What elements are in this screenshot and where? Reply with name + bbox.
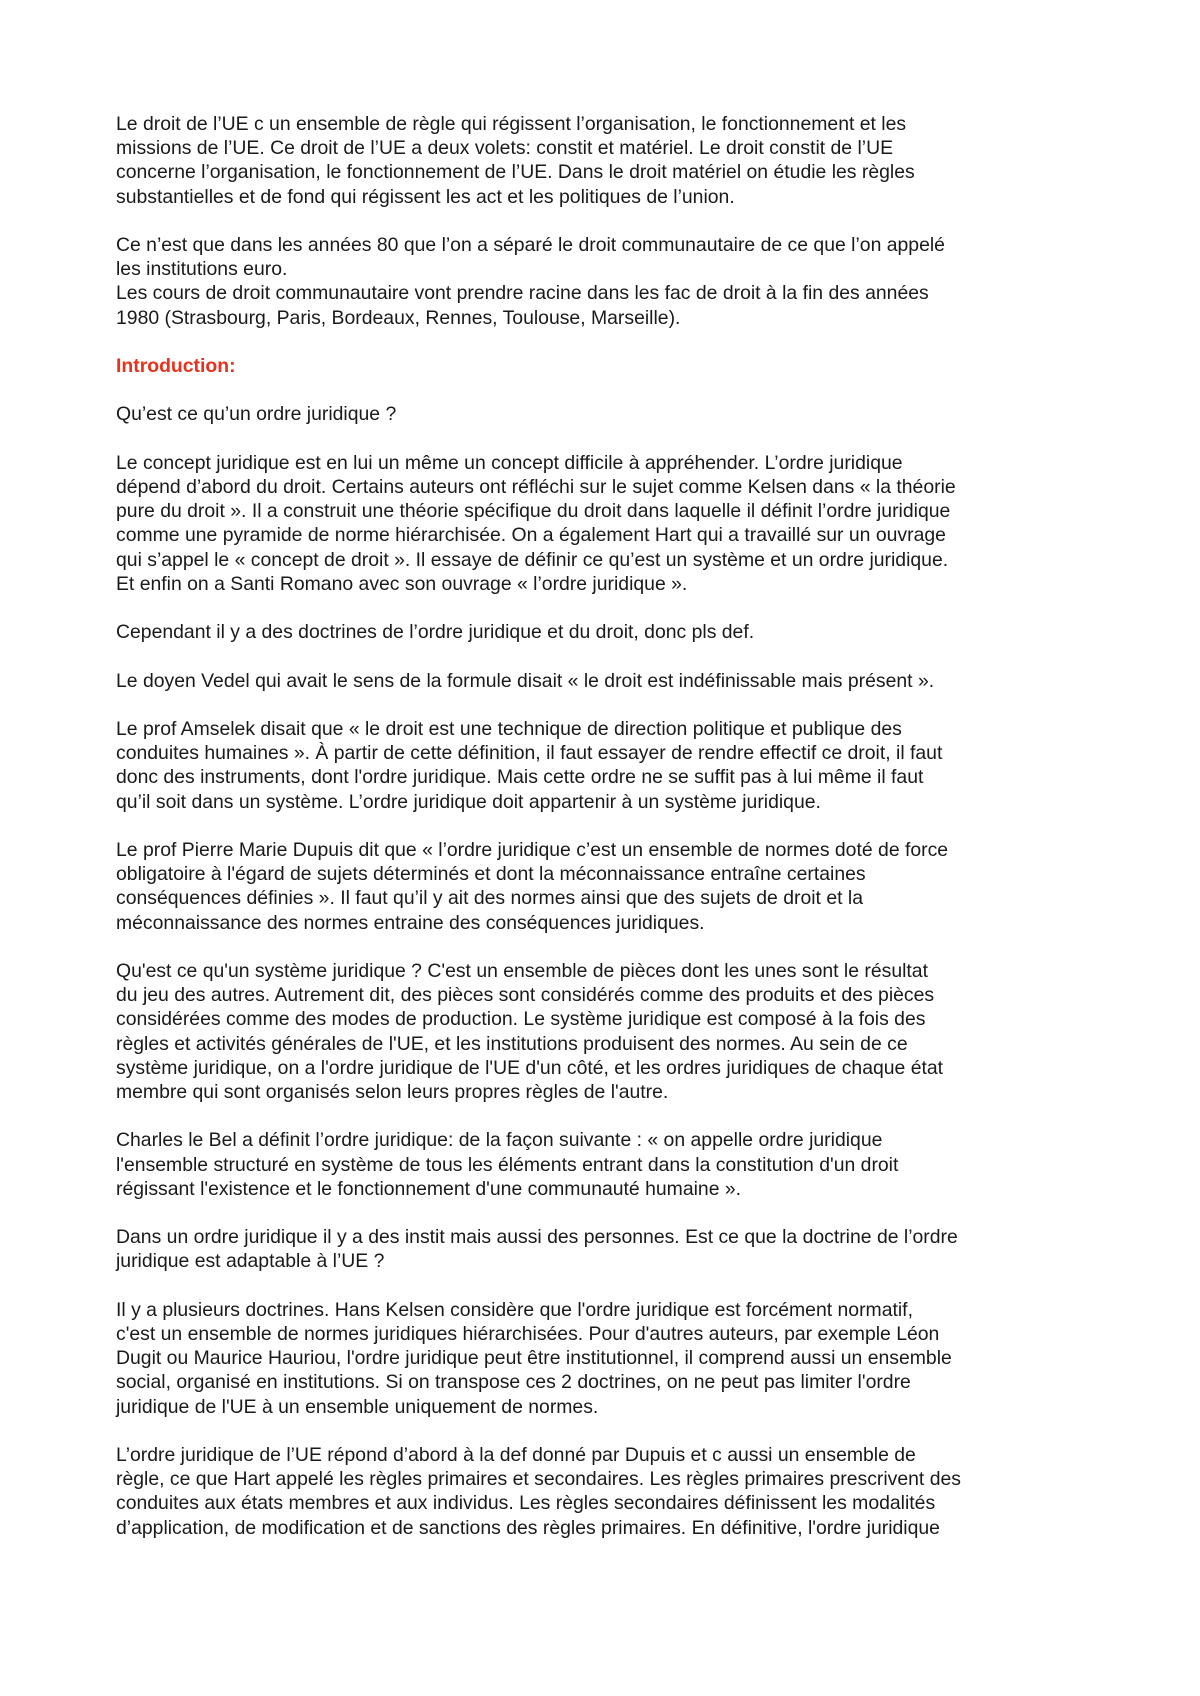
section-heading-introduction: Introduction: xyxy=(116,355,236,377)
paragraph-legal-system: Qu'est ce qu'un système juridique ? C'est un ensemble de pièces dont les unes sont le résultat du jeu des autres. Autrement dit, des pièces sont considérés comme des produits et des pièces considérées comme des modes de production. Le système juridique est composé à la fois des règles et activités générales de l'UE, et les institutions produisent des normes. Au sein de ce système juridique, on a l'ordre juridique de l'UE d'un côté, et les ordres juridiques de chaque état membre qui sont organisés selon leurs propres règles de l'autre. xyxy=(116,959,944,1103)
paragraph-question-legal-order: Qu’est ce qu’un ordre juridique ? xyxy=(116,403,397,426)
paragraph-vedel: Le doyen Vedel qui avait le sens de la formule disait « le droit est indéfinissable mais présent ». xyxy=(116,669,935,692)
paragraph-institutions-persons: Dans un ordre juridique il y a des instit mais aussi des personnes. Est ce que la doctrine de l’ordre juridique est adaptable à l’UE ? xyxy=(116,1226,958,1273)
paragraph-courses-history: Les cours de droit communautaire vont prendre racine dans les fac de droit à la fin des années 1980 (Strasbourg, Paris, Bordeaux, Rennes, Toulouse, Marseille). xyxy=(116,282,929,329)
paragraph-several-doctrines: Il y a plusieurs doctrines. Hans Kelsen considère que l'ordre juridique est forcément normatif, c'est un ensemble de normes juridiques hiérarchisées. Pour d'autres auteurs, par exemple Léon Dugit ou Maurice Hauriou, l'ordre juridique peut être institutionnel, il comprend aussi un ensemble social, organisé en institutions. Si on transpose ces 2 doctrines, on ne peut pas limiter l'ordre juridique de l'UE à un ensemble uniquement de normes. xyxy=(116,1298,952,1418)
paragraph-legal-concept: Le concept juridique est en lui un même un concept difficile à appréhender. L’ordre juridique dépend d’abord du droit. Certains auteurs ont réfléchi sur le sujet comme Kelsen dans « la théorie pure du droit ». Il a construit une théorie spécifique du droit dans laquelle il définit l’ordre juridique comme une pyramide de norme hiérarchisée. On a également Hart qui a travaillé sur un ouvrage qui s’appel le « concept de droit ». Il essaye de définir ce qu’est un système et un ordre juridique. Et enfin on a Santi Romano avec son ouvrage « l’ordre juridique ». xyxy=(116,451,956,595)
paragraph-eighties-separation: Ce n’est que dans les années 80 que l’on a séparé le droit communautaire de ce que l’on appelé les institutions euro. xyxy=(116,234,945,281)
paragraph-dupuis: Le prof Pierre Marie Dupuis dit que « l’ordre juridique c’est un ensemble de normes doté de force obligatoire à l'égard de sujets déterminés et dont la méconnaissance entraîne certaines conséquences définies ». Il faut qu’il y ait des normes ainsi que des sujets de droit et la méconnaissance des normes entraine des conséquences juridiques. xyxy=(116,838,949,934)
paragraph-doctrines: Cependant il y a des doctrines de l’ordre juridique et du droit, donc pls def. xyxy=(116,621,755,644)
document-content xyxy=(116,112,1101,1564)
paragraph-charles-le-bel: Charles le Bel a définit l’ordre juridique: de la façon suivante : « on appelle ordre juridique l'ensemble structuré en système de tous les éléments entrant dans la constitution d'un droit régissant l'existence et le fonctionnement d'une communauté humaine ». xyxy=(116,1129,899,1200)
paragraph-amselek: Le prof Amselek disait que « le droit est une technique de direction politique et publique des conduites humaines ». À partir de cette définition, il faut essayer de rendre effectif ce droit, il faut donc des instruments, dont l'ordre juridique. Mais cette ordre ne se suffit pas à lui même il faut qu’il soit dans un système. L’ordre juridique doit appartenir à un système juridique. xyxy=(116,717,943,813)
paragraph-ue-legal-order: L’ordre juridique de l’UE répond d’abord à la def donné par Dupuis et c aussi un ensemble de règle, ce que Hart appelé les règles primaires et secondaires. Les règles primaires prescrivent des conduites aux états membres et aux individus. Les règles secondaires définissent les modalités d’application, de modification et de sanctions des règles primaires. En définitive, l'ordre juridique xyxy=(116,1443,961,1539)
paragraph-ue-law-definition: Le droit de l’UE c un ensemble de règle qui régissent l’organisation, le fonctionnement et les missions de l’UE. Ce droit de l’UE a deux volets: constit et matériel. Le droit constit de l’UE concerne l’organisation, le fonctionnement de l’UE. Dans le droit matériel on étudie les règles substantielles et de fond qui régissent les act et les politiques de l’union. xyxy=(116,113,915,208)
